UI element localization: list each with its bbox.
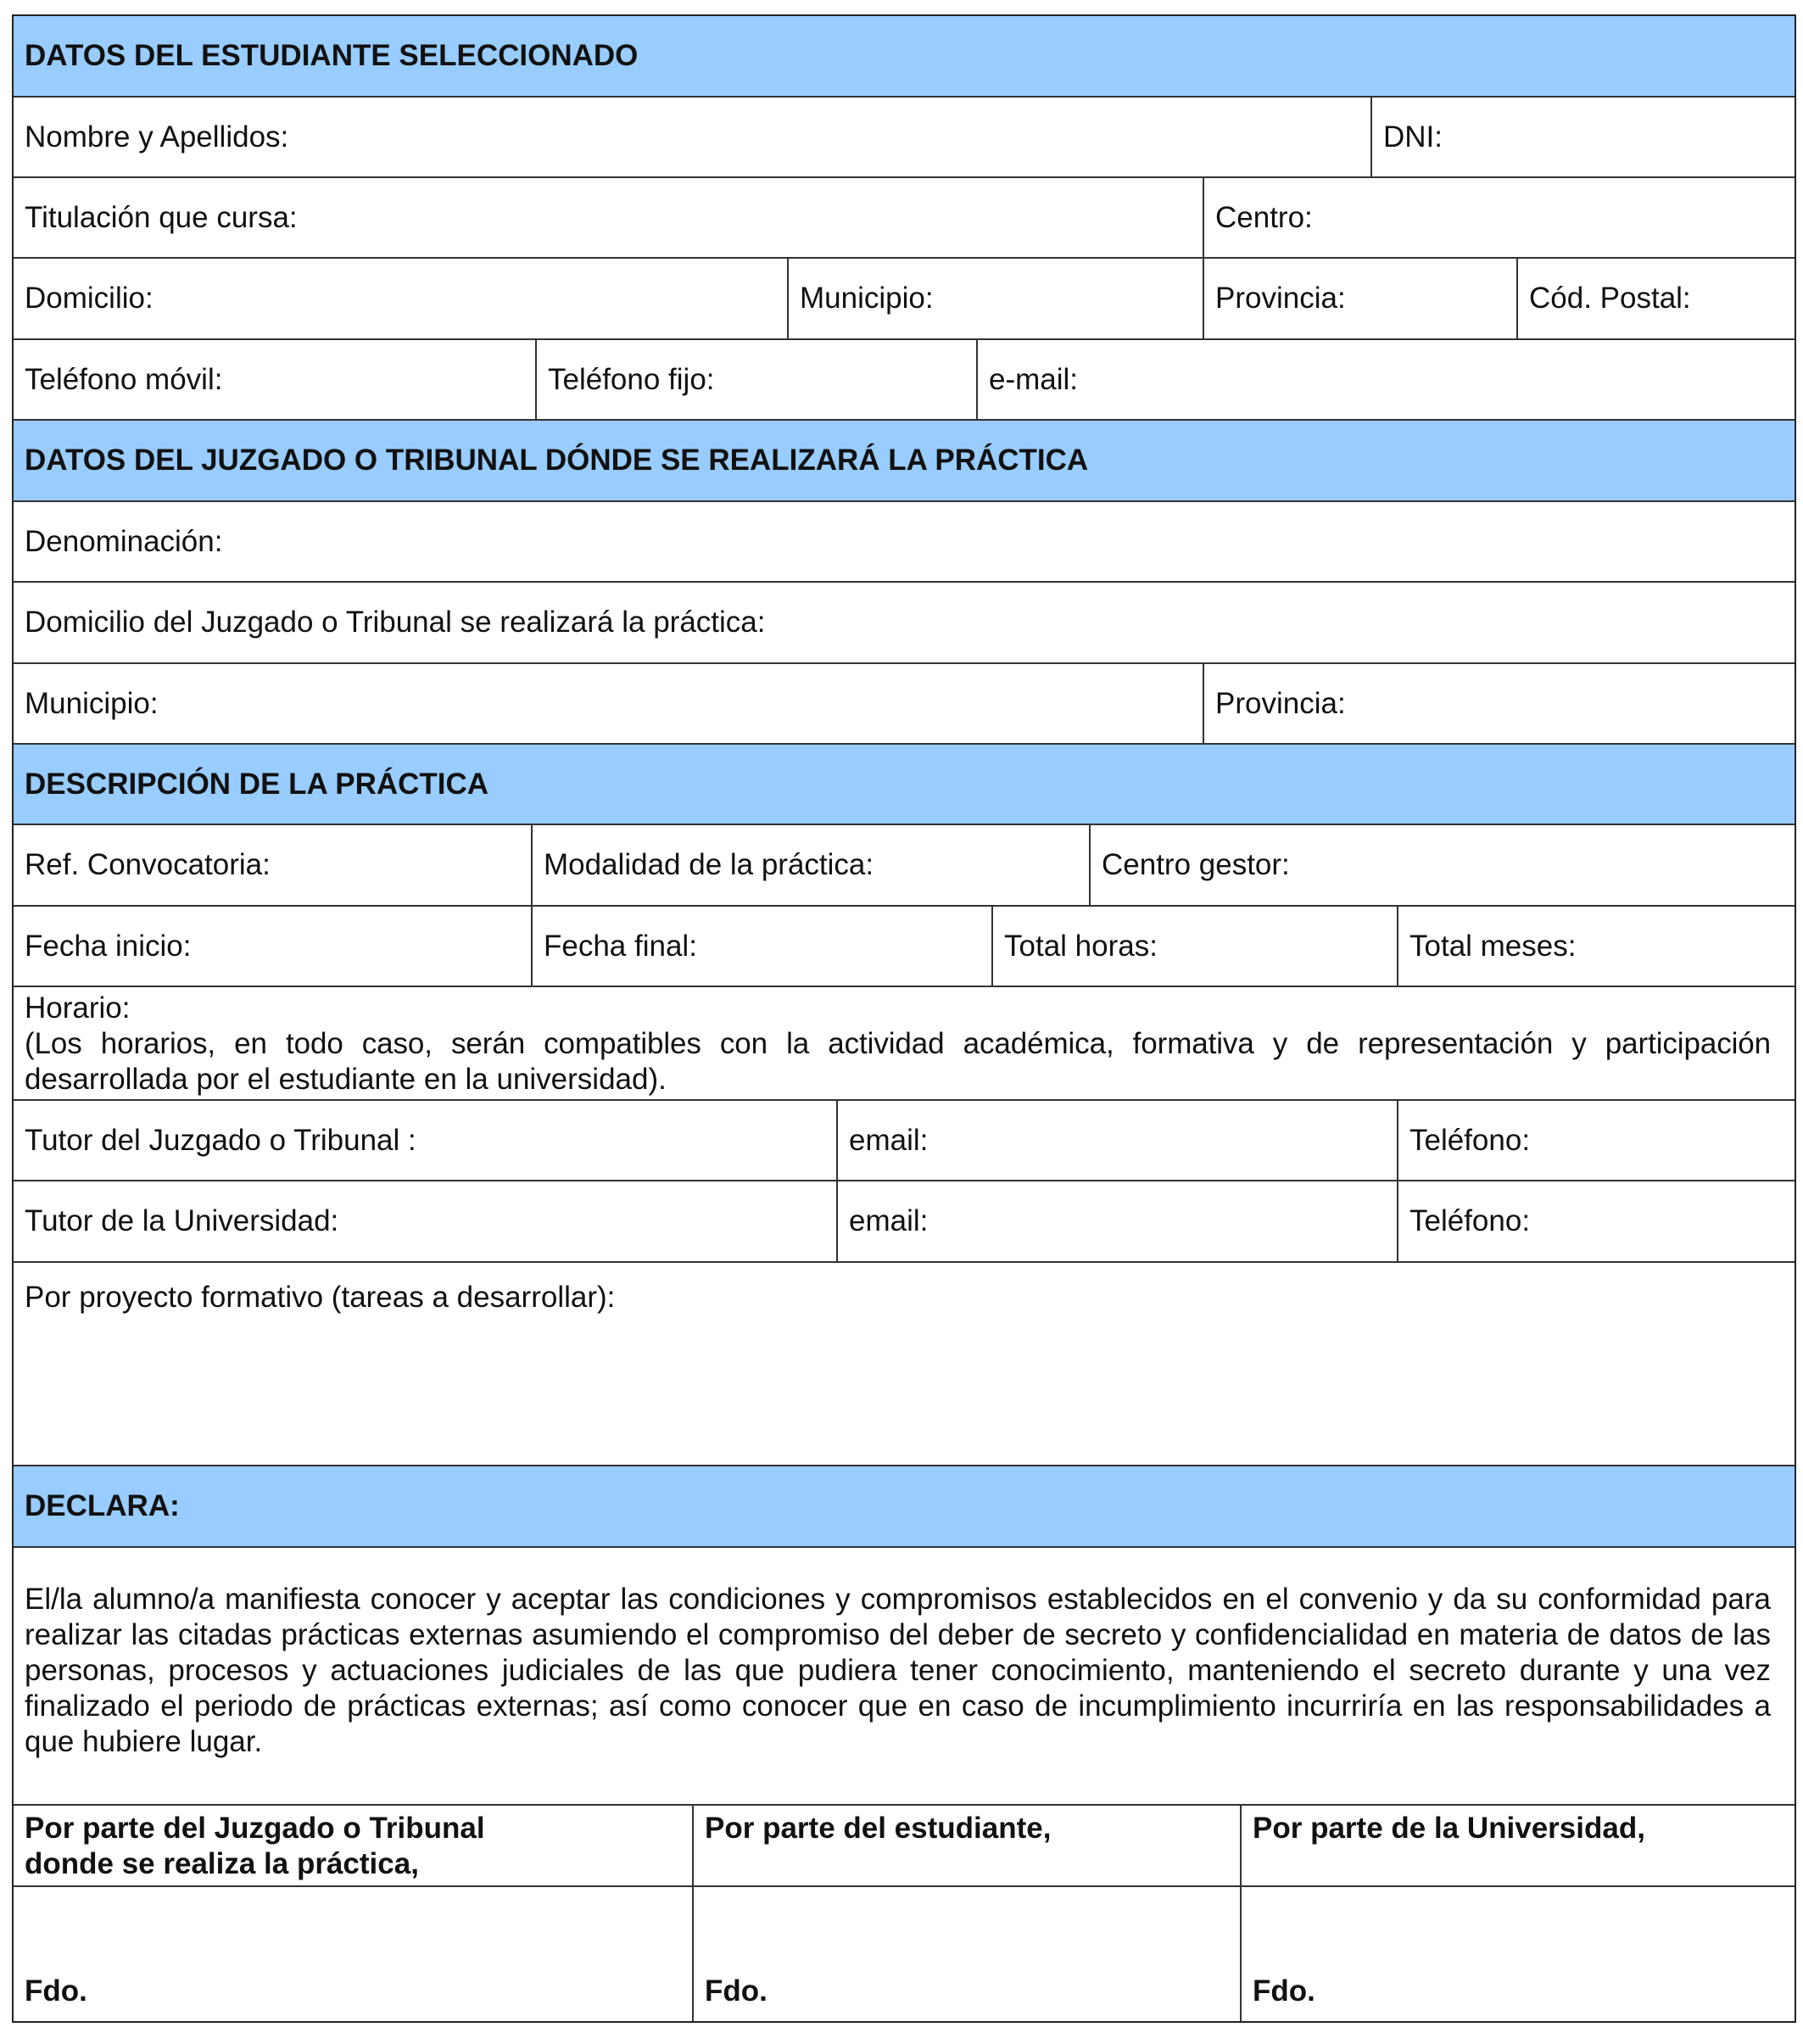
signature-court-header-line2: donde se realiza la práctica,: [25, 1847, 419, 1880]
section-title-court: DATOS DEL JUZGADO O TRIBUNAL DÓNDE SE REALIZARÁ LA PRÁCTICA: [25, 444, 1089, 477]
court-province-label: Provincia:: [1215, 686, 1346, 720]
student-row-address: [14, 259, 1795, 340]
practice-row-ref: [14, 825, 1795, 907]
section-header-practice: [14, 745, 1795, 825]
student-row-name: [14, 98, 1795, 178]
signature-university-header-label: Por parte de la Universidad,: [1253, 1812, 1645, 1845]
uni-tutor-label: Tutor de la Universidad:: [25, 1204, 339, 1237]
student-row-degree: [14, 178, 1795, 259]
court-name-label: Denominación:: [25, 524, 223, 558]
signature-student-header: [692, 1806, 1240, 1885]
signature-court-box[interactable]: [14, 1887, 692, 2021]
court-tutor-label: Tutor del Juzgado o Tribunal :: [25, 1123, 416, 1157]
practice-modality-label: Modalidad de la práctica:: [544, 848, 874, 881]
student-mobile-field[interactable]: [14, 340, 535, 419]
practice-hours-field[interactable]: [991, 907, 1397, 986]
student-row-contact: [14, 340, 1795, 421]
uni-tutor-phone-field[interactable]: [1397, 1181, 1795, 1261]
uni-tutor-email-label: email:: [849, 1204, 929, 1237]
court-municipality-field[interactable]: [14, 664, 1203, 743]
student-center-field[interactable]: [1203, 178, 1795, 257]
student-landline-field[interactable]: [535, 340, 976, 419]
declaration-text-block: [14, 1548, 1795, 1806]
signature-university-fdo: Fdo.: [1253, 1974, 1315, 2008]
signature-student-header-label: Por parte del estudiante,: [705, 1812, 1052, 1845]
student-dni-label: DNI:: [1383, 120, 1443, 154]
practice-ref-label: Ref. Convocatoria:: [25, 848, 271, 881]
signature-court-header: [14, 1806, 692, 1885]
practice-row-uni-tutor: [14, 1181, 1795, 1263]
court-province-field[interactable]: [1203, 664, 1795, 743]
practice-months-label: Total meses:: [1409, 929, 1577, 963]
student-dni-field[interactable]: [1370, 98, 1795, 176]
practice-modality-field[interactable]: [531, 825, 1089, 905]
practice-form: [12, 14, 1796, 2023]
court-tutor-phone-label: Teléfono:: [1409, 1123, 1531, 1157]
practice-start-field[interactable]: [14, 907, 531, 986]
section-header-student: [14, 16, 1795, 98]
court-municipality-label: Municipio:: [25, 686, 159, 720]
student-address-field[interactable]: [14, 259, 787, 338]
student-degree-label: Titulación que cursa:: [25, 200, 298, 234]
student-postal-label: Cód. Postal:: [1529, 282, 1691, 315]
student-email-label: e-mail:: [989, 362, 1079, 396]
student-municipality-field[interactable]: [787, 259, 1203, 338]
practice-row-court-tutor: [14, 1101, 1795, 1181]
court-row-address: [14, 583, 1795, 664]
student-postal-field[interactable]: [1516, 259, 1795, 338]
student-center-label: Centro:: [1215, 200, 1313, 234]
practice-schedule-note-1: (Los horarios, en todo caso, serán compatibles con la actividad académica, formativa y de representación y participación: [25, 1027, 1771, 1060]
practice-start-label: Fecha inicio:: [25, 929, 192, 963]
court-tutor-email-label: email:: [849, 1123, 929, 1157]
signature-university-header: [1240, 1806, 1795, 1885]
practice-schedule-note-2: desarrollada por el estudiante en la universidad).: [25, 1063, 667, 1096]
practice-project-field[interactable]: [14, 1263, 1795, 1466]
uni-tutor-phone-label: Teléfono:: [1409, 1204, 1531, 1237]
student-municipality-label: Municipio:: [800, 282, 934, 315]
court-address-field[interactable]: [14, 583, 1795, 662]
court-address-label: Domicilio del Juzgado o Tribunal se realizará la práctica:: [25, 606, 766, 639]
practice-manager-label: Centro gestor:: [1102, 848, 1290, 881]
section-title-declare: DECLARA:: [25, 1489, 180, 1522]
practice-months-field[interactable]: [1397, 907, 1795, 986]
practice-schedule-label: Horario:: [25, 991, 131, 1025]
section-header-court: [14, 421, 1795, 502]
court-name-field[interactable]: [14, 502, 1795, 581]
declaration-text: El/la alumno/a manifiesta conocer y aceptar las condiciones y compromisos establecidos en el convenio y da su conformidad para realizar las citadas prácticas externas asumiendo el compromiso del deber de secreto y confidencialidad en materia de datos de las personas, procesos y actuaciones judiciales de las que pudiera tener conocimiento, manteniendo el secreto durante y una vez finalizado el periodo de prácticas externas; así como conocer que en caso de incumplimiento incurriría en las responsabilidades a que hubiere lugar.: [25, 1583, 1771, 1758]
court-row-location: [14, 664, 1795, 745]
student-landline-label: Teléfono fijo:: [548, 362, 715, 396]
practice-end-label: Fecha final:: [544, 929, 697, 963]
student-address-label: Domicilio:: [25, 282, 154, 315]
signature-student-box[interactable]: [692, 1887, 1240, 2021]
student-mobile-label: Teléfono móvil:: [25, 362, 223, 396]
signature-court-header-line1: Por parte del Juzgado o Tribunal: [25, 1812, 485, 1845]
practice-ref-field[interactable]: [14, 825, 531, 905]
student-province-label: Provincia:: [1215, 282, 1346, 315]
signature-university-box[interactable]: [1240, 1887, 1795, 2021]
signature-box-row: [14, 1887, 1795, 2021]
signature-header-row: [14, 1806, 1795, 1887]
section-title-practice: DESCRIPCIÓN DE LA PRÁCTICA: [25, 767, 489, 801]
uni-tutor-field[interactable]: [14, 1181, 836, 1261]
practice-project-label: Por proyecto formativo (tareas a desarrollar):: [25, 1281, 616, 1314]
court-tutor-phone-field[interactable]: [1397, 1101, 1795, 1180]
practice-row-dates: [14, 907, 1795, 987]
student-name-field[interactable]: [14, 98, 1370, 176]
practice-manager-field[interactable]: [1089, 825, 1795, 905]
practice-end-field[interactable]: [531, 907, 991, 986]
student-email-field[interactable]: [976, 340, 1795, 419]
signature-court-fdo: Fdo.: [25, 1974, 87, 2008]
practice-hours-label: Total horas:: [1004, 929, 1158, 963]
student-province-field[interactable]: [1203, 259, 1516, 338]
student-name-label: Nombre y Apellidos:: [25, 120, 289, 154]
court-row-name: [14, 502, 1795, 583]
court-tutor-field[interactable]: [14, 1101, 836, 1180]
signature-student-fdo: Fdo.: [705, 1974, 768, 2008]
section-header-declare: [14, 1466, 1795, 1548]
section-title-student: DATOS DEL ESTUDIANTE SELECCIONADO: [25, 39, 639, 72]
practice-schedule-field[interactable]: [14, 987, 1795, 1101]
student-degree-field[interactable]: [14, 178, 1203, 257]
court-tutor-email-field[interactable]: [836, 1101, 1397, 1180]
uni-tutor-email-field[interactable]: [836, 1181, 1397, 1261]
